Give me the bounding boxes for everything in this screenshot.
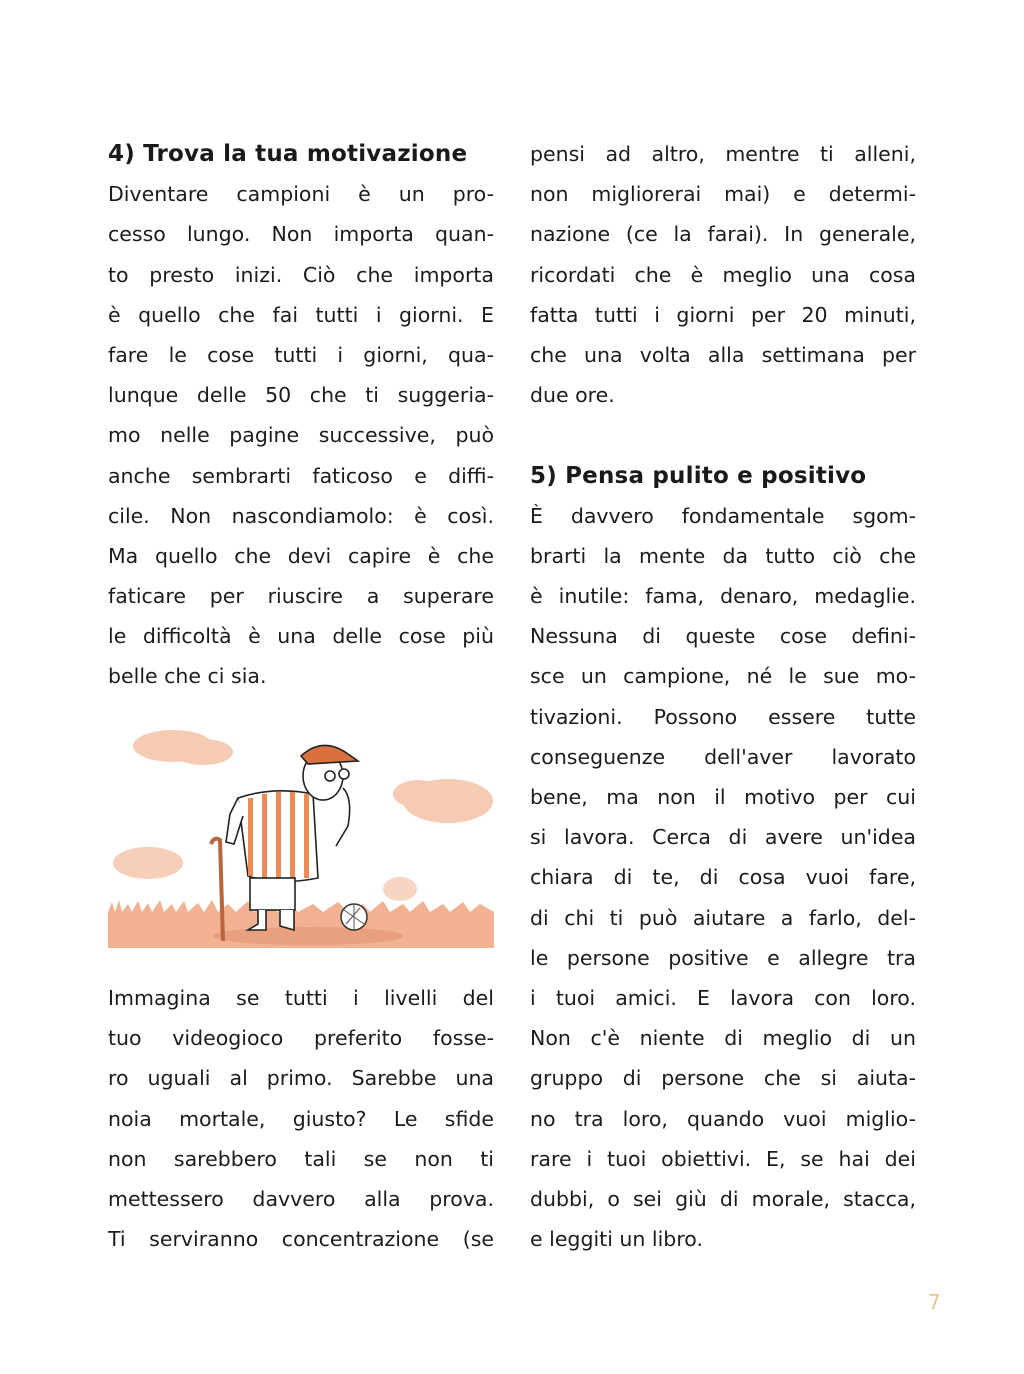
text-line: le persone positive e allegre tra xyxy=(530,945,916,970)
text-line: Non c'è niente di meglio di un xyxy=(530,1026,916,1051)
spacer xyxy=(530,415,916,455)
text-line: è inutile: fama, denaro, medaglie. xyxy=(530,584,916,609)
text-line: non migliorerai mai) e determi- xyxy=(530,182,916,207)
text-line: Nessuna di queste cose defini- xyxy=(530,624,916,649)
text-line: fatta tutti i giorni per 20 minuti, xyxy=(530,302,916,327)
text-line: Ti serviranno concentrazione (se xyxy=(108,1227,494,1252)
text-line: pensi ad altro, mentre ti alleni, xyxy=(530,142,916,166)
text-line: di chi ti può aiutare a farlo, del- xyxy=(530,905,916,930)
text-line: dubbi, o sei giù di morale, stacca, xyxy=(530,1186,916,1211)
text-line: Immagina se tutti i livelli del xyxy=(108,986,494,1010)
football xyxy=(341,904,367,930)
right-column xyxy=(530,134,916,1259)
cloud-small-right xyxy=(383,877,417,901)
text-line: mettessero davvero alla prova. xyxy=(108,1186,494,1211)
text-line: cile. Non nascondiamolo: è così. xyxy=(108,503,494,528)
text-line: faticare per riuscire a superare xyxy=(108,584,494,609)
text-line: È davvero fondamentale sgom- xyxy=(530,503,916,528)
text-line: rare i tuoi obiettivi. E, se hai dei xyxy=(530,1146,916,1171)
text-line: gruppo di persone che si aiuta- xyxy=(530,1066,916,1091)
cloud-right xyxy=(393,779,493,823)
text-line: è quello che fai tutti i giorni. E xyxy=(108,302,494,327)
text-line: tuo videogioco preferito fosse- xyxy=(108,1026,494,1051)
illustration-old-footballer xyxy=(108,716,494,948)
text-line: to presto inizi. Ciò che importa xyxy=(108,262,494,287)
shadow xyxy=(213,927,403,945)
text-line: Ma quello che devi capire è che xyxy=(108,543,494,568)
cloud-left xyxy=(113,847,183,879)
text-line: ro uguali al primo. Sarebbe una xyxy=(108,1066,494,1091)
section-4-title: 4) Trova la tua motivazione xyxy=(108,141,468,167)
text-line: nazione (ce la farai). In generale, xyxy=(530,222,916,247)
text-line: i tuoi amici. E lavora con loro. xyxy=(530,985,916,1010)
text-line: mo nelle pagine successive, può xyxy=(108,423,494,448)
text-line: Diventare campioni è un pro- xyxy=(108,182,494,207)
text-line: no tra loro, quando vuoi miglio- xyxy=(530,1106,916,1131)
text-line: conseguenze dell'aver lavorato xyxy=(530,744,916,769)
left-column-continuation xyxy=(108,978,494,1259)
text-line: anche sembrarti faticoso e diffi- xyxy=(108,463,494,488)
text-line: fare le cose tutti i giorni, qua- xyxy=(108,342,494,367)
grass xyxy=(108,900,494,912)
left-column xyxy=(108,134,494,697)
text-line: belle che ci sia. xyxy=(108,664,267,689)
text-line: cesso lungo. Non importa quan- xyxy=(108,222,494,247)
text-line: ricordati che è meglio una cosa xyxy=(530,262,916,287)
text-line: chiara di te, di cosa vuoi fare, xyxy=(530,865,916,890)
right-continuation xyxy=(530,134,916,415)
cloud-top-left xyxy=(133,730,233,765)
text-line: che una volta alla settimana per xyxy=(530,342,916,367)
page-number: 7 xyxy=(928,1290,941,1314)
text-line: non sarebbero tali se non ti xyxy=(108,1146,494,1171)
illustration-svg xyxy=(108,716,494,948)
section-5-title: 5) Pensa pulito e positivo xyxy=(530,462,867,489)
section-5-body xyxy=(530,496,916,1260)
text-line: noia mortale, giusto? Le sfide xyxy=(108,1106,494,1131)
text-line: bene, ma non il motivo per cui xyxy=(530,785,916,809)
text-line: le difficoltà è una delle cose più xyxy=(108,624,494,649)
text-line: si lavora. Cerca di avere un'idea xyxy=(530,825,916,850)
text-line: brarti la mente da tutto ciò che xyxy=(530,543,916,568)
text-line: sce un campione, né le sue mo- xyxy=(530,664,916,689)
text-line: e leggiti un libro. xyxy=(530,1227,703,1252)
text-line: lunque delle 50 che ti suggeria- xyxy=(108,383,494,408)
text-line: due ore. xyxy=(530,383,615,408)
text-line: tivazioni. Possono essere tutte xyxy=(530,704,916,729)
section-4-body xyxy=(108,174,494,696)
